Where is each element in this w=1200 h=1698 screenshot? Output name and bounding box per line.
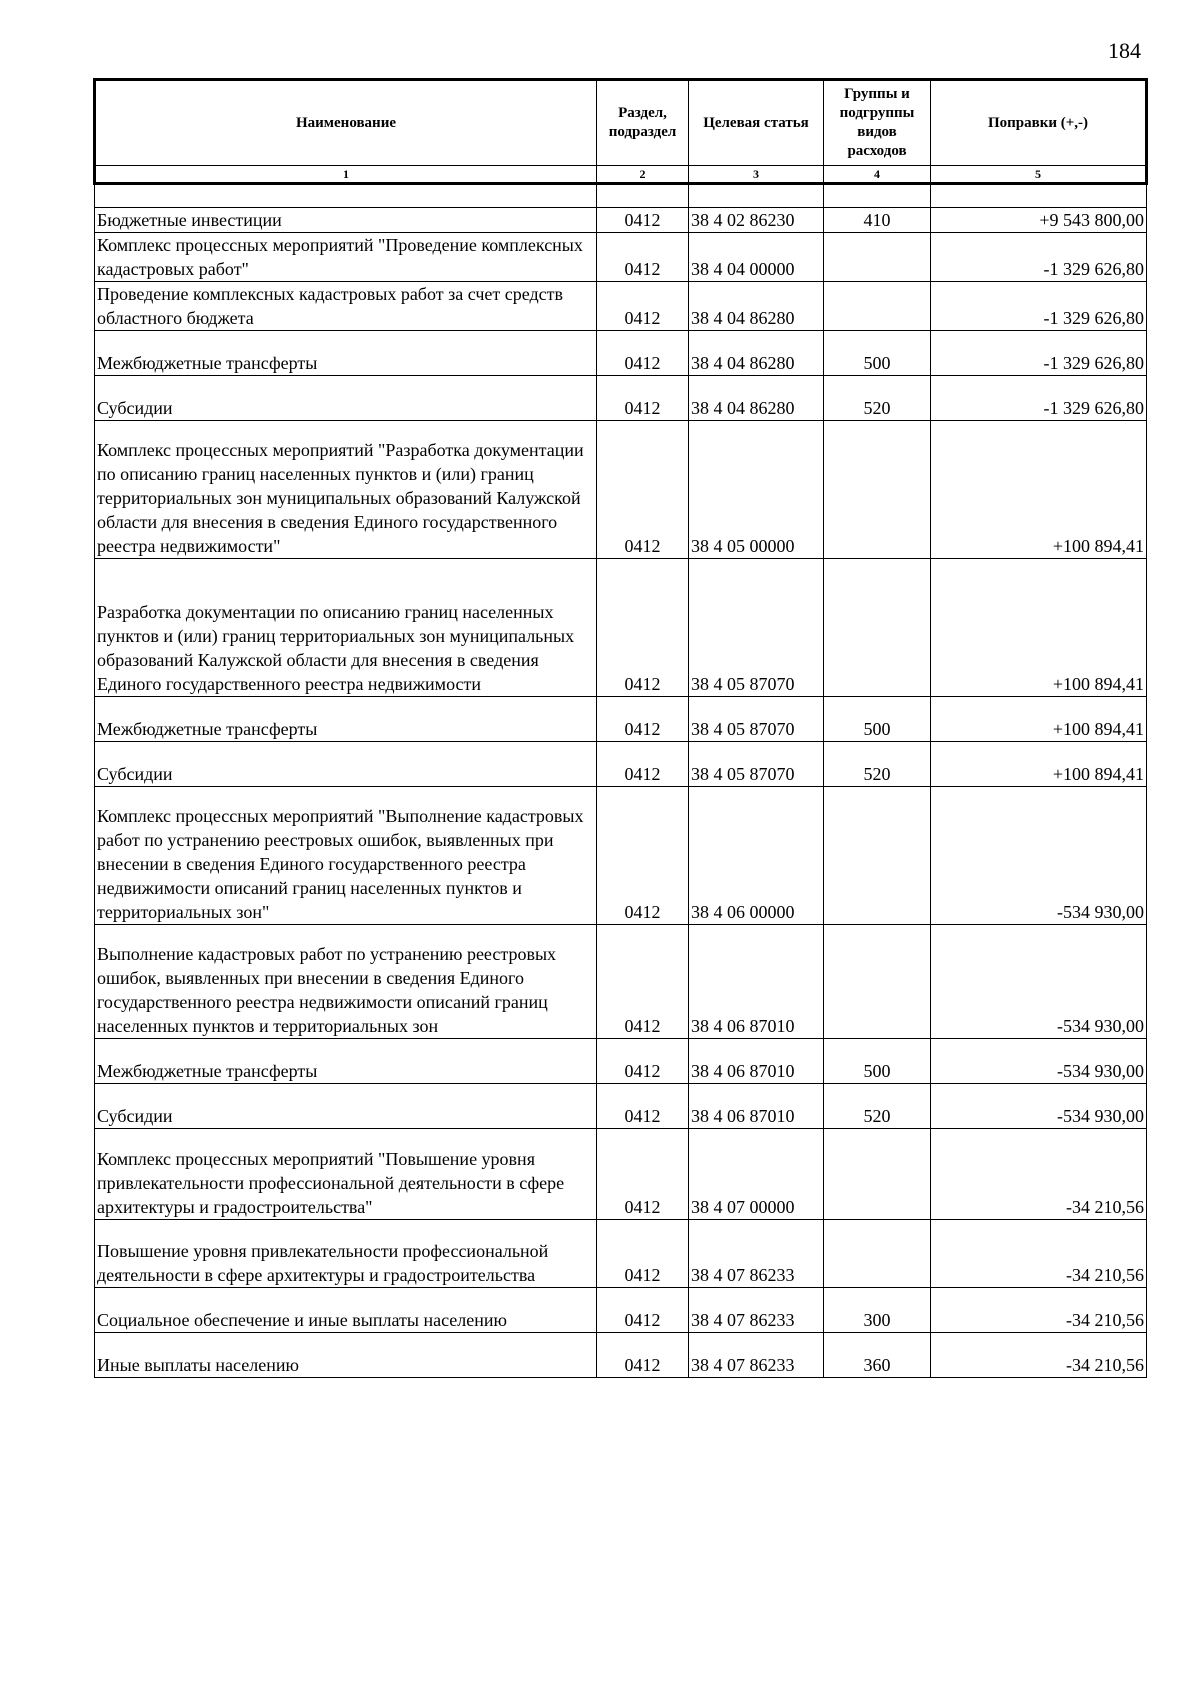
cell-expense-group: 520 — [824, 742, 931, 787]
cell-name: Субсидии — [95, 1084, 597, 1129]
cell-section: 0412 — [597, 208, 689, 233]
cell-amount: -534 930,00 — [931, 1039, 1147, 1084]
cell-amount: +100 894,41 — [931, 697, 1147, 742]
header-name: Наименование — [95, 80, 597, 166]
table-row — [95, 1288, 1147, 1333]
table-row — [95, 1129, 1147, 1220]
cell-name: Социальное обеспечение и иные выплаты населению — [95, 1288, 597, 1333]
cell-section: 0412 — [597, 1084, 689, 1129]
cell-section: 0412 — [597, 282, 689, 331]
cell-article: 38 4 07 86233 — [689, 1220, 824, 1288]
cell-article: 38 4 06 87010 — [689, 1039, 824, 1084]
cell-amount: -34 210,56 — [931, 1288, 1147, 1333]
cell-name: Межбюджетные трансферты — [95, 697, 597, 742]
cell-article: 38 4 05 87070 — [689, 742, 824, 787]
cell-expense-group: 500 — [824, 697, 931, 742]
cell-section: 0412 — [597, 376, 689, 421]
table-row — [95, 925, 1147, 1039]
header-groups: Группы и подгруппы видов расходов — [824, 80, 931, 166]
header-amount: Поправки (+,-) — [931, 80, 1147, 166]
cell-expense-group — [824, 233, 931, 282]
table-row — [95, 421, 1147, 559]
cell-article: 38 4 06 87010 — [689, 925, 824, 1039]
cell-section: 0412 — [597, 1039, 689, 1084]
table-row — [95, 697, 1147, 742]
cell-expense-group — [824, 559, 931, 697]
cell-name: Проведение комплексных кадастровых работ за счет средств областного бюджета — [95, 282, 597, 331]
cell-name: Бюджетные инвестиции — [95, 208, 597, 233]
cell-name: Межбюджетные трансферты — [95, 331, 597, 376]
cell-name: Комплекс процессных мероприятий "Выполнение кадастровых работ по устранению реестровых ошибок, выявленных при внесении в сведения Единого государственного реестра недвижимости описаний границ населенных пунктов и территориальных зон" — [95, 787, 597, 925]
cell-expense-group — [824, 925, 931, 1039]
cell-name: Субсидии — [95, 376, 597, 421]
cell-amount: -534 930,00 — [931, 925, 1147, 1039]
table-row — [95, 282, 1147, 331]
column-number: 3 — [689, 166, 824, 184]
cell-amount: -34 210,56 — [931, 1333, 1147, 1378]
cell-amount: -1 329 626,80 — [931, 376, 1147, 421]
cell-article: 38 4 05 87070 — [689, 697, 824, 742]
cell-article: 38 4 05 87070 — [689, 559, 824, 697]
cell-expense-group: 520 — [824, 1084, 931, 1129]
cell-amount: +100 894,41 — [931, 559, 1147, 697]
cell-amount: -1 329 626,80 — [931, 282, 1147, 331]
cell-name: Комплекс процессных мероприятий "Повышение уровня привлекательности профессиональной деятельности в сфере архитектуры и градостроительства" — [95, 1129, 597, 1220]
column-number-row — [95, 166, 1147, 184]
cell-section: 0412 — [597, 421, 689, 559]
cell-name: Разработка документации по описанию границ населенных пунктов и (или) границ территориальных зон муниципальных образований Калужской области для внесения в сведения Единого государственного реестра недвижимости — [95, 559, 597, 697]
cell-article: 38 4 05 00000 — [689, 421, 824, 559]
budget-table — [93, 78, 1148, 1378]
cell-amount: -1 329 626,80 — [931, 331, 1147, 376]
cell-article: 38 4 06 00000 — [689, 787, 824, 925]
cell-expense-group: 500 — [824, 331, 931, 376]
cell-section: 0412 — [597, 1220, 689, 1288]
header-article: Целевая статья — [689, 80, 824, 166]
cell-expense-group: 410 — [824, 208, 931, 233]
cell-article: 38 4 04 86280 — [689, 331, 824, 376]
cell-expense-group — [824, 1220, 931, 1288]
cell-expense-group: 360 — [824, 1333, 931, 1378]
table-row — [95, 376, 1147, 421]
table-row — [95, 559, 1147, 697]
cell-name: Выполнение кадастровых работ по устранению реестровых ошибок, выявленных при внесении в сведения Единого государственного реестра недвижимости описаний границ населенных пунктов и территориальных зон — [95, 925, 597, 1039]
cell-section: 0412 — [597, 697, 689, 742]
header-section: Раздел, подраздел — [597, 80, 689, 166]
cell-section: 0412 — [597, 233, 689, 282]
cell-amount: -534 930,00 — [931, 1084, 1147, 1129]
cell-article: 38 4 06 87010 — [689, 1084, 824, 1129]
table-row — [95, 1220, 1147, 1288]
cell-expense-group: 500 — [824, 1039, 931, 1084]
cell-expense-group: 520 — [824, 376, 931, 421]
table-row — [95, 742, 1147, 787]
cell-amount: -34 210,56 — [931, 1129, 1147, 1220]
table-row — [95, 331, 1147, 376]
table-row — [95, 1039, 1147, 1084]
cell-expense-group — [824, 282, 931, 331]
cell-section: 0412 — [597, 559, 689, 697]
table-row — [95, 787, 1147, 925]
cell-article: 38 4 07 00000 — [689, 1129, 824, 1220]
cell-article: 38 4 04 86280 — [689, 282, 824, 331]
cell-article: 38 4 02 86230 — [689, 208, 824, 233]
cell-name: Комплекс процессных мероприятий "Проведение комплексных кадастровых работ" — [95, 233, 597, 282]
column-number: 4 — [824, 166, 931, 184]
cell-name: Комплекс процессных мероприятий "Разработка документации по описанию границ населенных пунктов и (или) границ территориальных зон муниципальных образований Калужской области для внесения в сведения Единого государственного реестра недвижимости" — [95, 421, 597, 559]
cell-article: 38 4 04 00000 — [689, 233, 824, 282]
table-row — [95, 1084, 1147, 1129]
cell-amount: -34 210,56 — [931, 1220, 1147, 1288]
table-row — [95, 208, 1147, 233]
cell-amount: -1 329 626,80 — [931, 233, 1147, 282]
cell-name: Иные выплаты населению — [95, 1333, 597, 1378]
cell-amount: -534 930,00 — [931, 787, 1147, 925]
cell-section: 0412 — [597, 925, 689, 1039]
cell-expense-group — [824, 787, 931, 925]
cell-section: 0412 — [597, 742, 689, 787]
cell-expense-group — [824, 421, 931, 559]
cell-section: 0412 — [597, 331, 689, 376]
column-number: 2 — [597, 166, 689, 184]
cell-name: Повышение уровня привлекательности профессиональной деятельности в сфере архитектуры и градостроительства — [95, 1220, 597, 1288]
column-number: 5 — [931, 166, 1147, 184]
table-row — [95, 233, 1147, 282]
header-row — [95, 80, 1147, 166]
cell-name: Субсидии — [95, 742, 597, 787]
cell-article: 38 4 04 86280 — [689, 376, 824, 421]
cell-article: 38 4 07 86233 — [689, 1288, 824, 1333]
cell-section: 0412 — [597, 1333, 689, 1378]
page-number: 184 — [1108, 38, 1141, 63]
cell-amount: +9 543 800,00 — [931, 208, 1147, 233]
cell-section: 0412 — [597, 787, 689, 925]
cell-section: 0412 — [597, 1129, 689, 1220]
cell-section: 0412 — [597, 1288, 689, 1333]
cell-amount: +100 894,41 — [931, 421, 1147, 559]
cell-article: 38 4 07 86233 — [689, 1333, 824, 1378]
cell-expense-group — [824, 1129, 931, 1220]
spacer-row — [95, 184, 1147, 208]
cell-amount: +100 894,41 — [931, 742, 1147, 787]
cell-name: Межбюджетные трансферты — [95, 1039, 597, 1084]
column-number: 1 — [95, 166, 597, 184]
table-row — [95, 1333, 1147, 1378]
cell-expense-group: 300 — [824, 1288, 931, 1333]
